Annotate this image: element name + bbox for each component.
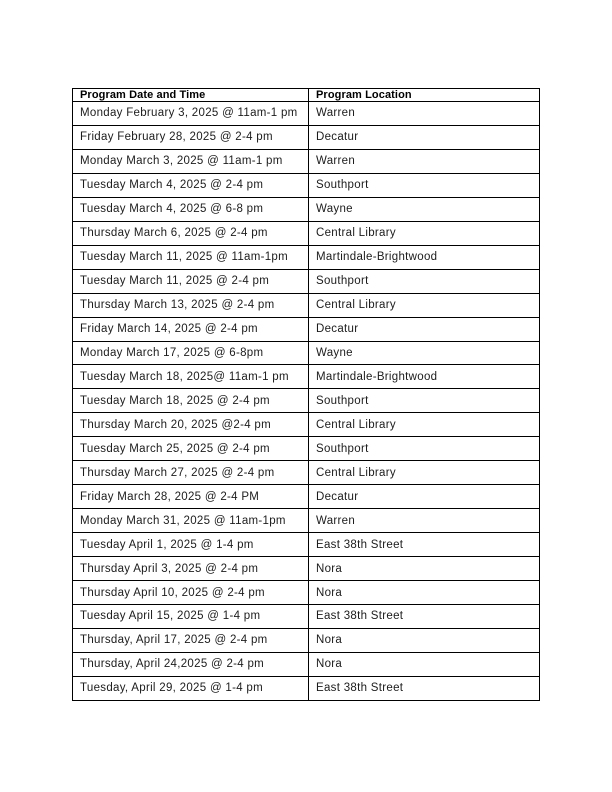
location-cell: Central Library <box>309 293 540 317</box>
header-row <box>73 89 540 102</box>
date-cell: Thursday March 27, 2025 @ 2-4 pm <box>73 461 309 485</box>
table-row <box>73 437 540 461</box>
table-body <box>73 102 540 701</box>
table-row <box>73 149 540 173</box>
header-program-date-time: Program Date and Time <box>73 89 309 102</box>
table-row <box>73 509 540 533</box>
date-cell: Tuesday March 18, 2025 @ 2-4 pm <box>73 389 309 413</box>
table-row <box>73 221 540 245</box>
location-cell: Central Library <box>309 413 540 437</box>
table-row <box>73 581 540 605</box>
program-schedule-table <box>72 88 540 701</box>
table-row <box>73 413 540 437</box>
date-cell: Thursday March 20, 2025 @2-4 pm <box>73 413 309 437</box>
date-cell: Friday March 14, 2025 @ 2-4 pm <box>73 317 309 341</box>
date-cell: Tuesday March 4, 2025 @ 6-8 pm <box>73 197 309 221</box>
date-cell: Tuesday March 18, 2025@ 11am-1 pm <box>73 365 309 389</box>
date-cell: Friday February 28, 2025 @ 2-4 pm <box>73 125 309 149</box>
location-cell: Decatur <box>309 125 540 149</box>
table-row <box>73 389 540 413</box>
table-row <box>73 461 540 485</box>
table-row <box>73 102 540 126</box>
location-cell: Wayne <box>309 341 540 365</box>
location-cell: Southport <box>309 389 540 413</box>
table-row <box>73 605 540 629</box>
date-cell: Thursday March 6, 2025 @ 2-4 pm <box>73 221 309 245</box>
table-row <box>73 365 540 389</box>
date-cell: Thursday March 13, 2025 @ 2-4 pm <box>73 293 309 317</box>
location-cell: Central Library <box>309 221 540 245</box>
table-row <box>73 341 540 365</box>
table-row <box>73 317 540 341</box>
date-cell: Tuesday March 11, 2025 @ 2-4 pm <box>73 269 309 293</box>
date-cell: Tuesday March 11, 2025 @ 11am-1pm <box>73 245 309 269</box>
table-row <box>73 557 540 581</box>
table-row <box>73 628 540 652</box>
location-cell: Central Library <box>309 461 540 485</box>
location-cell: Warren <box>309 149 540 173</box>
location-cell: Nora <box>309 557 540 581</box>
location-cell: Decatur <box>309 485 540 509</box>
table-row <box>73 676 540 700</box>
location-cell: Nora <box>309 628 540 652</box>
date-cell: Monday March 17, 2025 @ 6-8pm <box>73 341 309 365</box>
table-row <box>73 173 540 197</box>
location-cell: East 38th Street <box>309 605 540 629</box>
date-cell: Monday March 3, 2025 @ 11am-1 pm <box>73 149 309 173</box>
date-cell: Monday March 31, 2025 @ 11am-1pm <box>73 509 309 533</box>
table-row <box>73 485 540 509</box>
location-cell: Martindale-Brightwood <box>309 365 540 389</box>
location-cell: Warren <box>309 509 540 533</box>
date-cell: Tuesday April 1, 2025 @ 1-4 pm <box>73 533 309 557</box>
table-row <box>73 652 540 676</box>
location-cell: East 38th Street <box>309 676 540 700</box>
date-cell: Tuesday April 15, 2025 @ 1-4 pm <box>73 605 309 629</box>
date-cell: Tuesday, April 29, 2025 @ 1-4 pm <box>73 676 309 700</box>
date-cell: Thursday, April 24,2025 @ 2-4 pm <box>73 652 309 676</box>
table-row <box>73 533 540 557</box>
location-cell: East 38th Street <box>309 533 540 557</box>
date-cell: Thursday April 3, 2025 @ 2-4 pm <box>73 557 309 581</box>
table-row <box>73 269 540 293</box>
date-cell: Thursday April 10, 2025 @ 2-4 pm <box>73 581 309 605</box>
location-cell: Warren <box>309 102 540 126</box>
date-cell: Thursday, April 17, 2025 @ 2-4 pm <box>73 628 309 652</box>
location-cell: Southport <box>309 173 540 197</box>
table-header <box>73 89 540 102</box>
date-cell: Monday February 3, 2025 @ 11am-1 pm <box>73 102 309 126</box>
location-cell: Southport <box>309 437 540 461</box>
date-cell: Tuesday March 25, 2025 @ 2-4 pm <box>73 437 309 461</box>
location-cell: Southport <box>309 269 540 293</box>
table-row <box>73 245 540 269</box>
date-cell: Friday March 28, 2025 @ 2-4 PM <box>73 485 309 509</box>
location-cell: Decatur <box>309 317 540 341</box>
header-program-location: Program Location <box>309 89 540 102</box>
location-cell: Wayne <box>309 197 540 221</box>
date-cell: Tuesday March 4, 2025 @ 2-4 pm <box>73 173 309 197</box>
table-row <box>73 197 540 221</box>
location-cell: Nora <box>309 581 540 605</box>
location-cell: Nora <box>309 652 540 676</box>
table-row <box>73 293 540 317</box>
table-row <box>73 125 540 149</box>
location-cell: Martindale-Brightwood <box>309 245 540 269</box>
